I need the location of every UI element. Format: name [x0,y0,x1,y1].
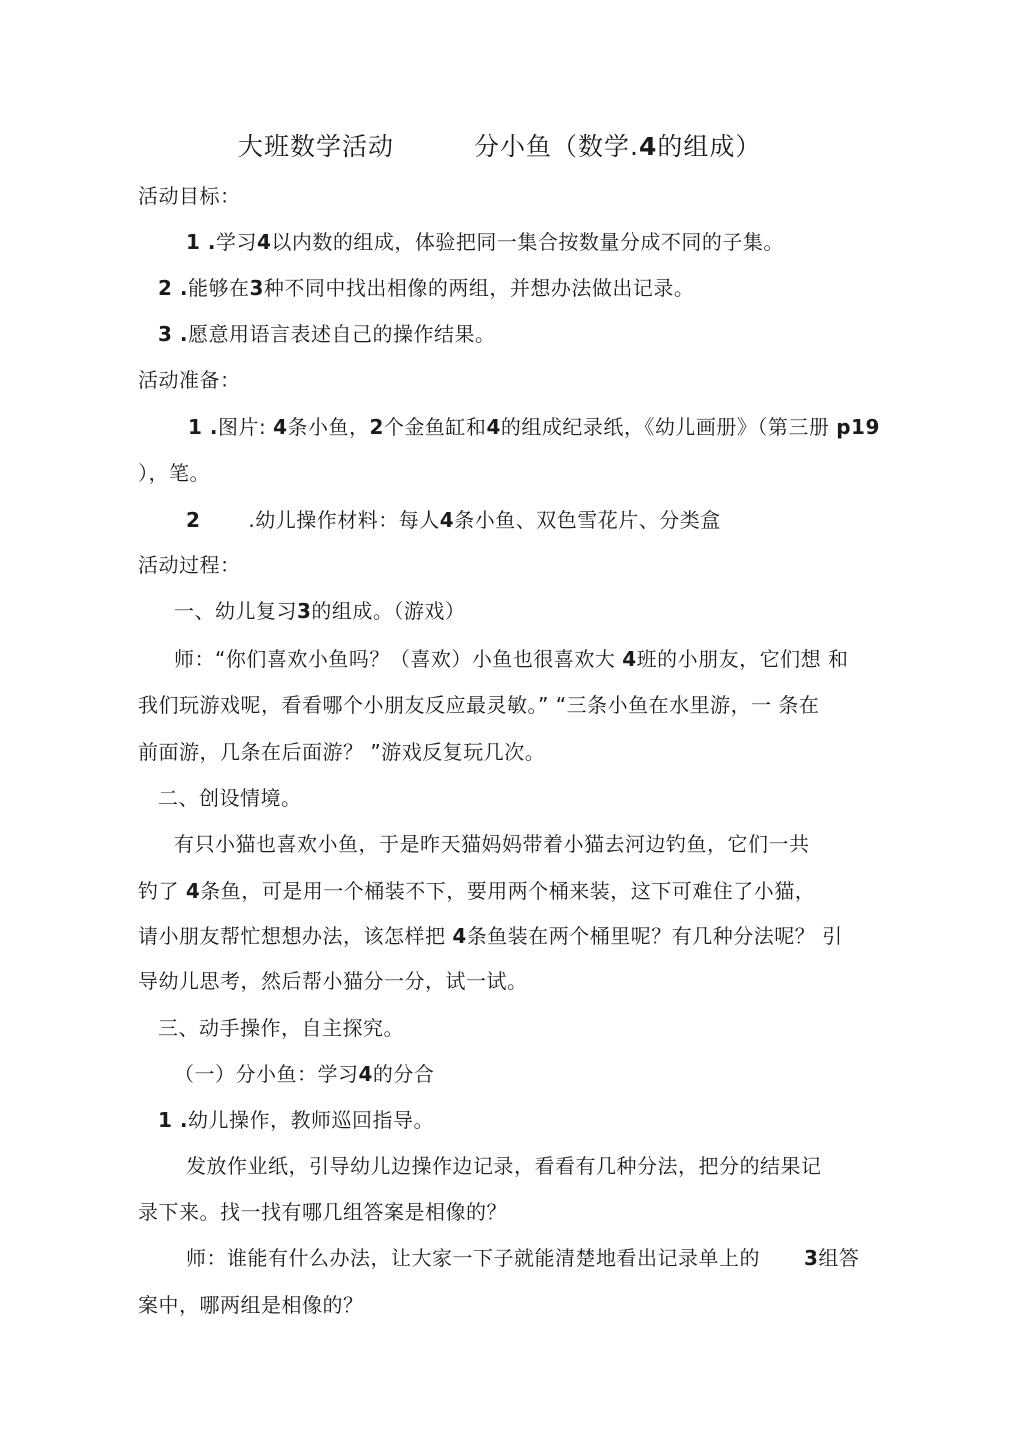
goal-item-1: 1 .学习4以内数的组成，体验把同一集合按数量分成不同的子集。 [186,230,784,254]
goals-heading: 活动目标： [138,184,241,208]
paragraph-2-line-2: 钓了 4条鱼，可是用一个桶装不下，要用两个桶来装，这下可难住了小猫， [138,879,816,903]
document-subtitle: 分小鱼（数学.4的组成） [474,132,762,161]
goal-item-2: 2 .能够在3种不同中找出相像的两组，并想办法做出记录。 [158,276,695,300]
paragraph-3-line-2: 录下来。找一找有哪几组答案是相像的？ [138,1200,507,1224]
section-2-heading: 二、创设情境。 [158,786,302,810]
process-heading: 活动过程： [138,553,241,577]
paragraph-1-line-1: 师：“你们喜欢小鱼吗？（喜欢）小鱼也很喜欢大 4班的小朋友，它们想 和 [174,647,849,671]
section-3-heading: 三、动手操作，自主探究。 [158,1016,404,1040]
paragraph-2-line-4: 导幼儿思考，然后帮小猫分一分，试一试。 [138,969,528,993]
paragraph-2-line-3: 请小朋友帮忙想想办法，该怎样把 4条鱼装在两个桶里呢？有几种分法呢？ 引 [138,924,843,948]
paragraph-2-line-1: 有只小猫也喜欢小鱼，于是昨天猫妈妈带着小猫去河边钓鱼，它们一共 [174,832,810,856]
subsection-3-1-heading: （一）分小鱼：学习4的分合 [174,1062,435,1086]
subsection-3-1-item-1: 1 .幼儿操作，教师巡回指导。 [158,1108,434,1132]
paragraph-4-line-2: 案中，哪两组是相像的？ [138,1293,364,1317]
prep-item-2: 2 .幼儿操作材料：每人4条小鱼、双色雪花片、分类盒 [186,508,721,532]
paragraph-3-line-1: 发放作业纸，引导幼儿边操作边记录，看看有几种分法，把分的结果记 [186,1154,822,1178]
paragraph-4-line-1: 师：谁能有什么办法，让大家一下子就能清楚地看出记录单上的 3组答 [186,1246,860,1270]
paragraph-1-line-3: 前面游，几条在后面游？ ”游戏反复玩几次。 [138,740,546,764]
prep-item-1: 1 .图片: 4条小鱼，2个金鱼缸和4的组成纪录纸，《幼儿画册》（第三册 p19 [188,415,880,439]
paragraph-1-line-2: 我们玩游戏呢，看看哪个小朋友反应最灵敏。” “三条小鱼在水里游，一 条在 [138,693,820,717]
document-title [238,130,394,164]
section-1-heading: 一、幼儿复习3的组成。（游戏） [174,599,466,623]
title-activity: 大班数学活动 [238,132,395,161]
prep-item-1-cont: ），笔。 [138,461,210,485]
goal-item-3: 3 .愿意用语言表述自己的操作结果。 [158,322,496,346]
prep-heading: 活动准备： [138,368,241,392]
